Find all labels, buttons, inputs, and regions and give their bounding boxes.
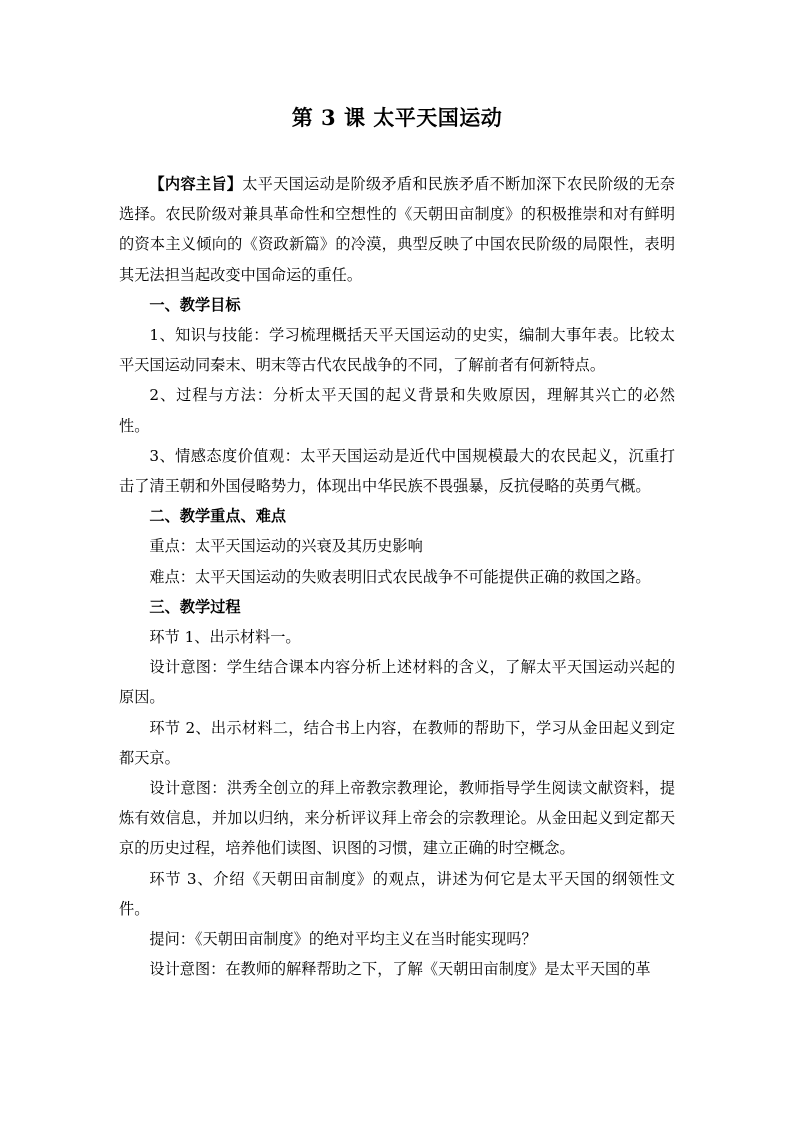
section-heading-process: 三、教学过程 — [149, 597, 241, 616]
objective-knowledge: 1、知识与技能：学习梳理概括天平天国运动的史实，编制大事年表。比较太平天国运动同秦末、明末等古代农民战争的不同，了解前者有何新特点。 — [119, 326, 675, 375]
question: 提问：《天朝田亩制度》的绝对平均主义在当时能实现吗？ — [149, 930, 537, 949]
design-intent-3: 设计意图：在教师的解释帮助之下，了解《天朝田亩制度》是太平天国的革 — [149, 960, 651, 979]
intro-label: 【内容主旨】 — [149, 175, 243, 193]
section-heading-objectives: 一、教学目标 — [149, 295, 241, 314]
difficult-point: 难点：太平天国运动的失败表明旧式农民战争不可能提供正确的救国之路。 — [149, 567, 651, 586]
intro-paragraph — [119, 169, 675, 290]
document-body — [119, 169, 675, 984]
design-intent-1: 设计意图：学生结合课本内容分析上述材料的含义，了解太平天国运动兴起的原因。 — [119, 658, 675, 707]
objective-process: 2、过程与方法：分析太平天国的起义背景和失败原因，理解其兴亡的必然性。 — [119, 386, 675, 435]
page-title: 第 3 课 太平天国运动 — [291, 105, 503, 130]
objective-values: 3、情感态度价值观：太平天国运动是近代中国规模最大的农民起义，沉重打击了清王朝和外国侵略势力，体现出中华民族不畏强暴，反抗侵略的英勇气概。 — [119, 446, 675, 496]
process-step-2: 环节 2、出示材料二，结合书上内容，在教师的帮助下，学习从金田起义到定都天京。 — [119, 718, 675, 767]
intro-text: 太平天国运动是阶级矛盾和民族矛盾不断加深下农民阶级的无奈选择。农民阶级对兼具革命性和空想性的《天朝田亩制度》的积极推崇和对有鲜明的资本主义倾向的《资政新篇》的冷漠，典型反映了中国农民阶级的局限性，表明其无法担当起改变中国命运的重任。 — [119, 175, 676, 284]
section-heading-key-points: 二、教学重点、难点 — [149, 507, 287, 526]
process-step-1: 环节 1、出示材料一。 — [149, 628, 301, 647]
design-intent-2: 设计意图：洪秀全创立的拜上帝教宗教理论，教师指导学生阅读文献资料，提炼有效信息，并加以归纳，来分析评议拜上帝会的宗教理论。从金田起义到定都天京的历史过程，培养他们读图、识图的习惯，建立正确的时空概念。 — [119, 779, 675, 858]
process-step-3: 环节 3、介绍《天朝田亩制度》的观点，讲述为何它是太平天国的纲领性文件。 — [119, 869, 675, 918]
key-point: 重点：太平天国运动的兴衰及其历史影响 — [149, 537, 423, 556]
